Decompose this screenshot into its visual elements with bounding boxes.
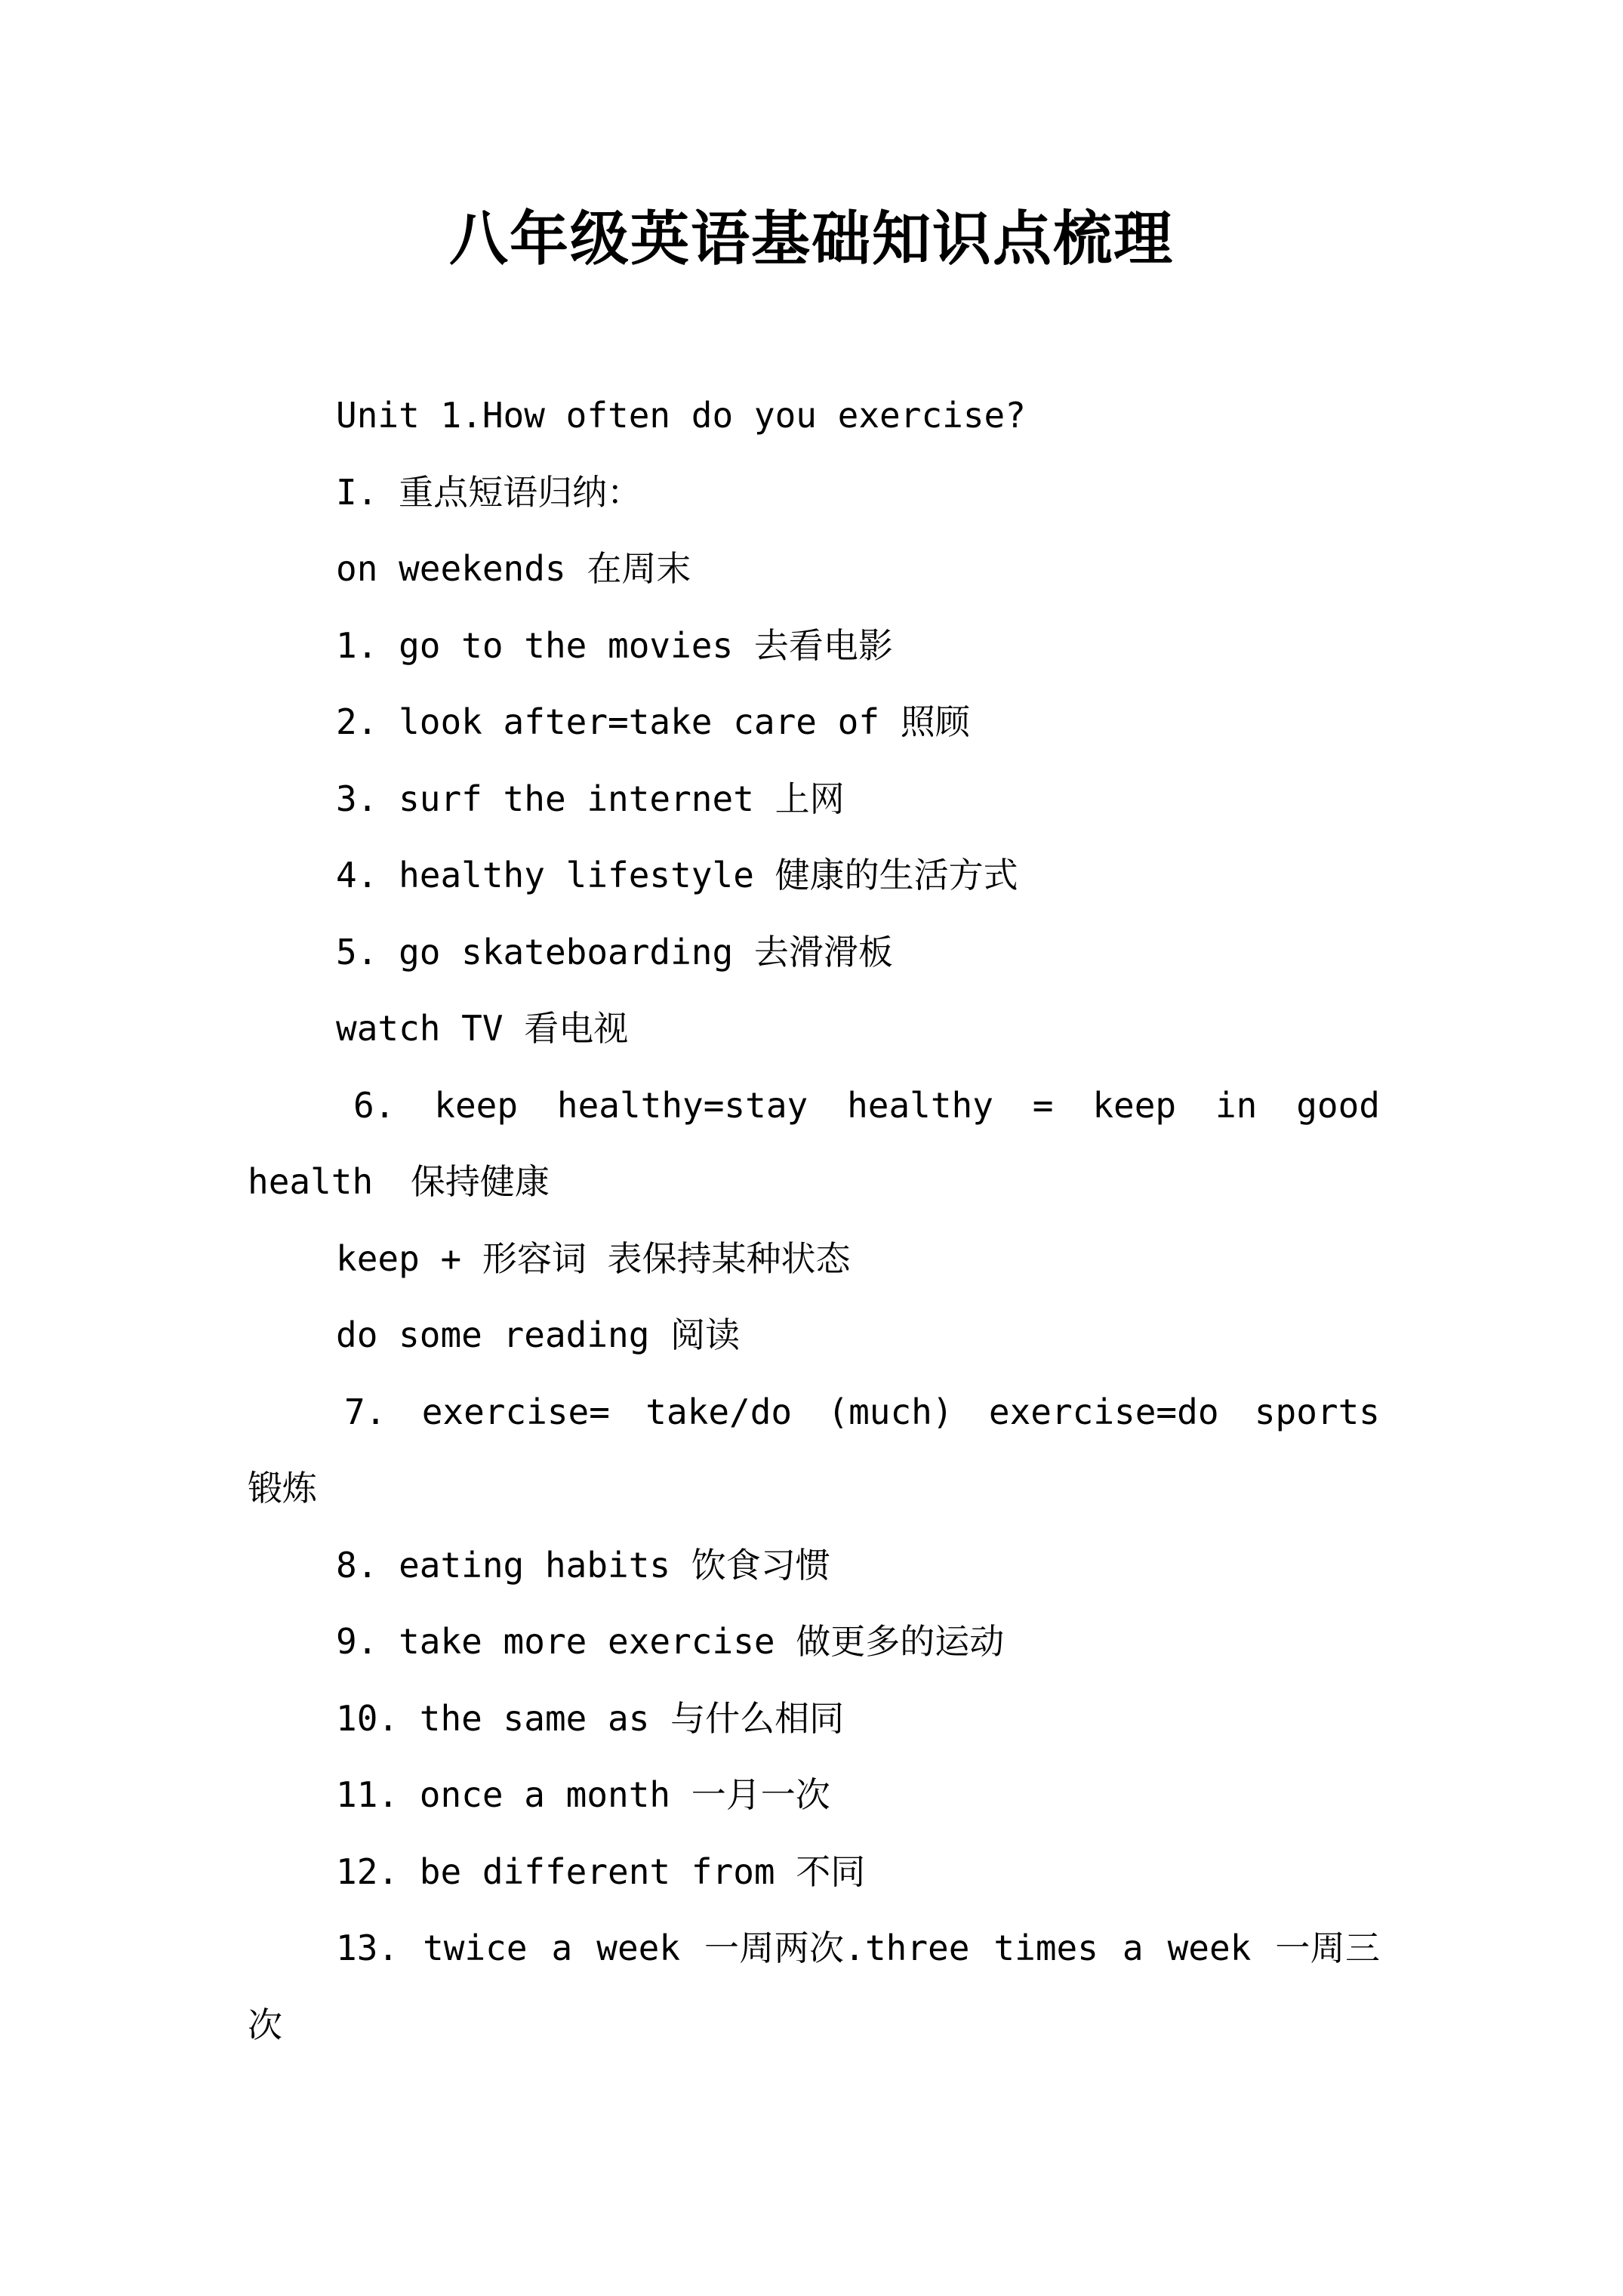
phrase-line: 6. keep healthy=stay healthy = keep in good health 保持健康: [248, 1084, 1380, 1202]
phrase-line: 3. surf the internet 上网: [336, 778, 845, 819]
phrase-line: 5. go skateboarding 去滑滑板: [336, 931, 893, 972]
phrase-line: 1. go to the movies 去看电影: [336, 624, 893, 666]
phrase-line: 9. take more exercise 做更多的运动: [336, 1621, 1005, 1662]
phrase-line: 8. eating habits 饮食习惯: [336, 1544, 830, 1586]
phrase-line: 13. twice a week 一周两次.three times a week 一周三次: [248, 1928, 1380, 2045]
phrase-line: do some reading 阅读: [336, 1314, 741, 1355]
section-heading: I. 重点短语归纳：: [336, 471, 642, 513]
document-title: 八年级英语基础知识点梳理: [448, 205, 1174, 273]
phrase-line: 4. healthy lifestyle 健康的生活方式: [336, 855, 1018, 895]
phrase-line: keep + 形容词 表保持某种状态: [336, 1237, 851, 1279]
phrase-line: 2. look after=take care of 照顾: [336, 701, 970, 742]
phrase-line: on weekends 在周末: [336, 548, 691, 589]
phrase-line: watch TV 看电视: [336, 1008, 629, 1049]
unit-heading: Unit 1.How often do you exercise?: [336, 395, 1026, 436]
phrase-line: 11. once a month 一月一次: [336, 1774, 830, 1815]
phrase-line: 7. exercise= take/do (much) exercise=do sports 锻炼: [248, 1391, 1380, 1509]
phrase-line: 12. be different from 不同: [336, 1851, 866, 1892]
document-body: [248, 378, 1380, 2063]
phrase-line: 10. the same as 与什么相同: [336, 1697, 845, 1739]
